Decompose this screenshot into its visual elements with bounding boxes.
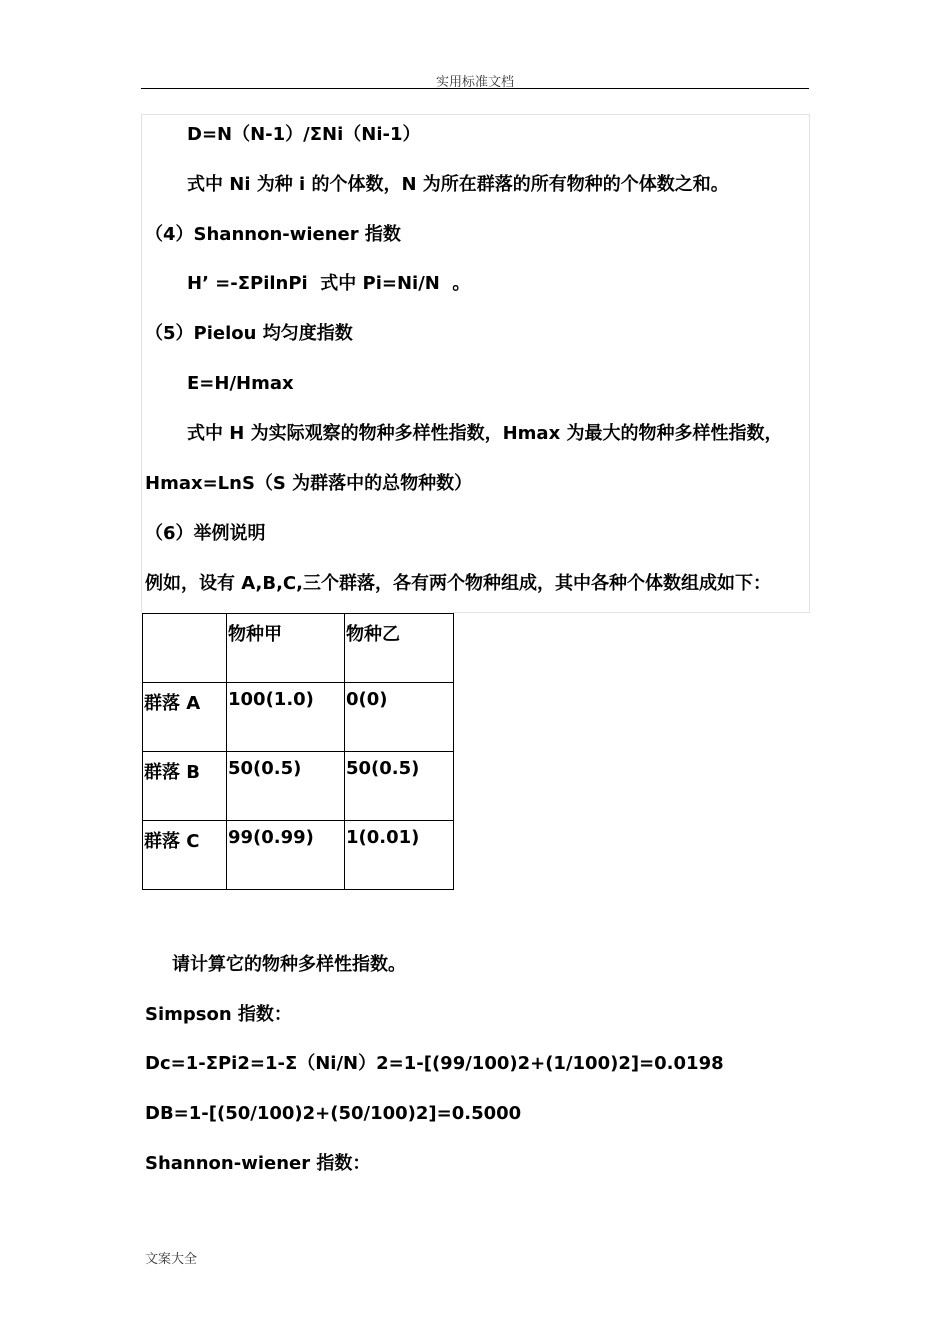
simpson-db: DB=1-[(50/100)2+(50/100)2]=0.5000 [145,1103,522,1124]
table-cell: 50(0.5) [345,752,454,821]
shannon-heading: Shannon-wiener 指数： [145,1153,371,1174]
table-cell: 群落 A [143,683,227,752]
table-cell: 1(0.01) [345,821,454,890]
question-text: 请计算它的物种多样性指数。 [172,954,406,975]
table-cell: 群落 B [143,752,227,821]
formula-simpson-d: D=N（N-1）/ΣNi（Ni-1） [187,124,421,145]
table-cell: 0(0) [345,683,454,752]
table-header-row [143,614,454,683]
table-cell: 50(0.5) [227,752,345,821]
header-rule [141,88,809,89]
page-footer-text: 文案大全 [145,1252,198,1267]
community-table [142,613,454,890]
formula-note: 式中 Ni 为种 i 的个体数，N 为所在群落的所有物种的个体数之和。 [187,174,729,195]
table-cell: 群落 C [143,821,227,890]
table-header-cell: 物种乙 [345,614,454,683]
simpson-dc: Dc=1-ΣPi2=1-Σ（Ni/N）2=1-[(99/100)2+(1/100)2]=0.0198 [145,1053,724,1074]
formula-hmax: Hmax=LnS（S 为群落中的总物种数） [145,473,473,494]
table-header-cell: 物种甲 [227,614,345,683]
section-heading-example: （6）举例说明 [145,523,266,544]
formula-pielou-note: 式中 H 为实际观察的物种多样性指数，Hmax 为最大的物种多样性指数， [187,423,783,444]
section-heading-shannon: （4）Shannon-wiener 指数 [145,224,401,245]
table-cell: 100(1.0) [227,683,345,752]
text-frame-bottom-border [453,612,809,613]
table-header-cell [143,614,227,683]
table-cell: 99(0.99) [227,821,345,890]
table-row [143,821,454,890]
section-heading-pielou: （5）Pielou 均匀度指数 [145,323,353,344]
table-row [143,683,454,752]
page-header-title: 实用标准文档 [435,75,514,90]
table-row [143,752,454,821]
formula-shannon: H’ =-ΣPilnPi 式中 Pi=Ni/N 。 [187,273,471,294]
formula-pielou: E=H/Hmax [187,373,294,394]
example-intro: 例如，设有 A,B,C,三个群落，各有两个物种组成，其中各种个体数组成如下： [145,573,771,594]
simpson-heading: Simpson 指数： [145,1004,292,1025]
